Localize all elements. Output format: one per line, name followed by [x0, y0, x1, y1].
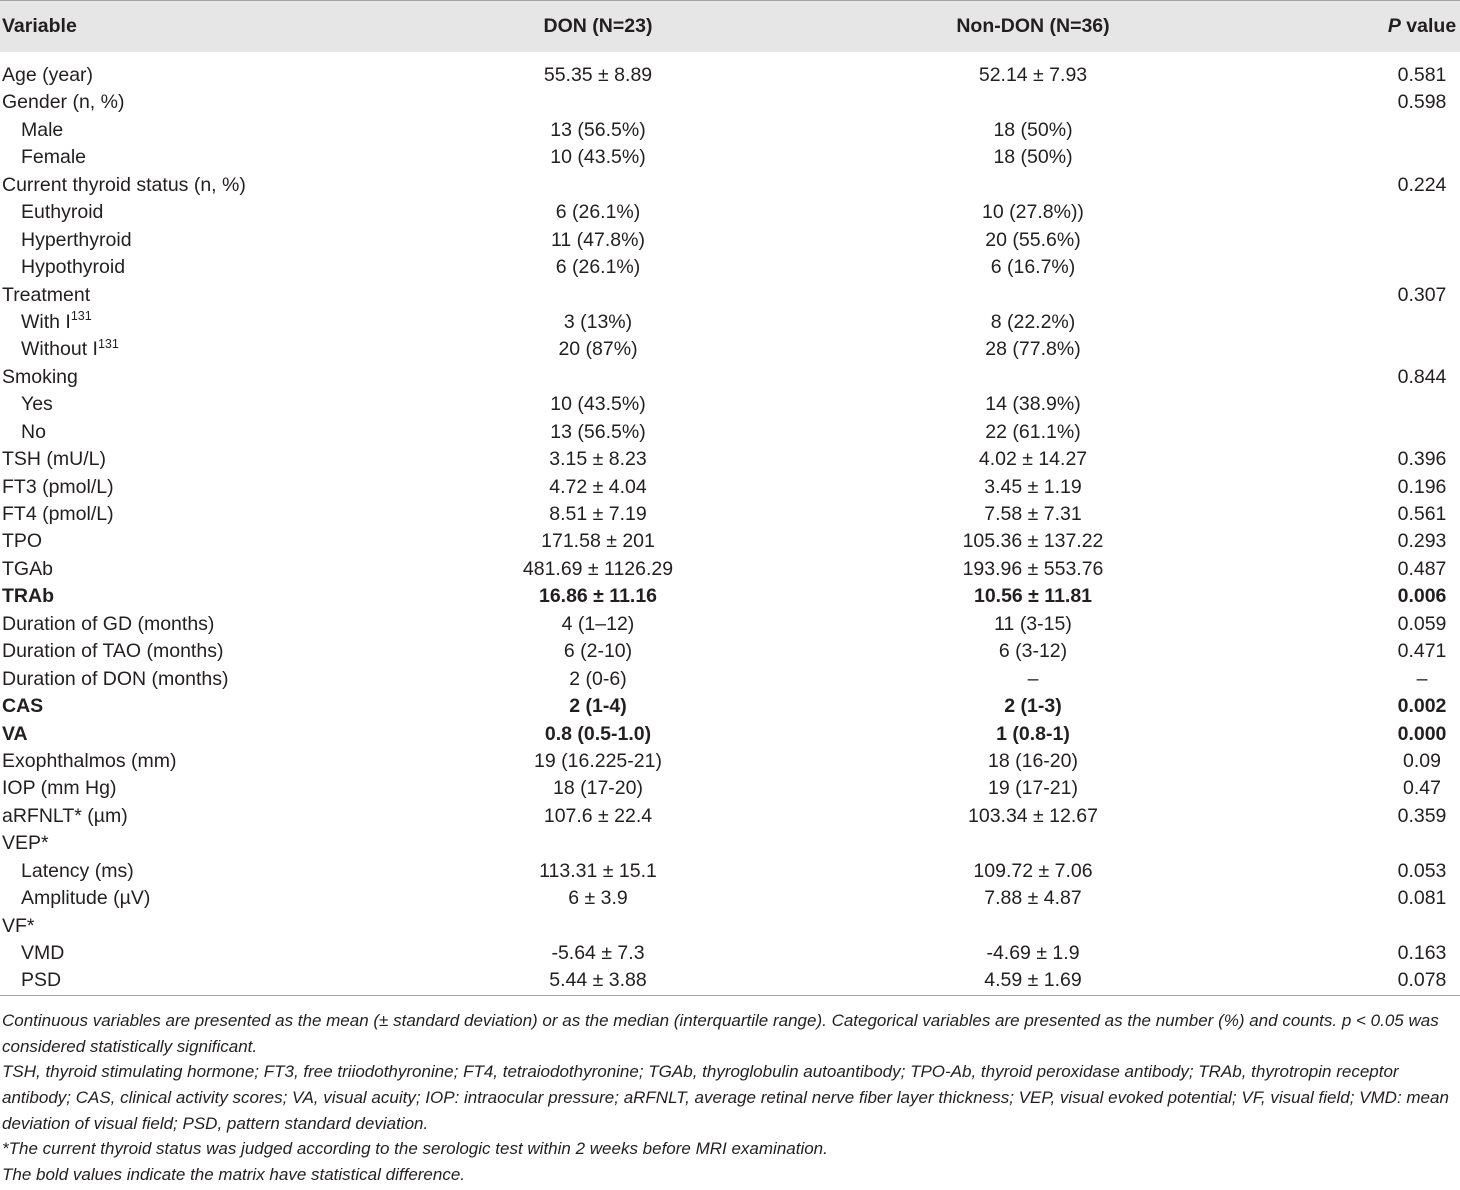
table-subrow-with-i131	[0, 309, 1460, 336]
don-value-cell: 113.31 ± 15.1	[539, 859, 657, 882]
p-value-cell: 0.471	[1397, 640, 1447, 663]
non-don-value-cell: 18 (50%)	[993, 118, 1073, 141]
variable-cell	[0, 336, 488, 363]
variable-label: Gender (n, %)	[2, 91, 125, 114]
table-subrow-yes	[0, 391, 1460, 418]
variable-label: Duration of GD (months)	[2, 612, 215, 635]
p-value-cell: 0.078	[1397, 969, 1447, 992]
table-body	[0, 62, 1460, 996]
variable-label: VEP*	[2, 832, 49, 855]
variable-label: Without I	[21, 338, 98, 361]
don-value-cell: 2 (0-6)	[569, 667, 627, 690]
non-don-value-cell: -4.69 ± 1.9	[986, 942, 1080, 964]
table-subrow-vmd	[0, 940, 1460, 967]
variable-label: Hyperthyroid	[21, 228, 132, 251]
don-value-cell: 3 (13%)	[563, 310, 633, 333]
p-value-cell: –	[1416, 667, 1428, 690]
don-value-cell: 6 ± 3.9	[568, 887, 628, 910]
non-don-value-cell: 105.36 ± 137.22	[962, 530, 1104, 553]
non-don-value-cell: 18 (16-20)	[988, 749, 1078, 772]
table-row-current-thyroid-status-n	[0, 172, 1460, 199]
non-don-value-cell: –	[1027, 667, 1039, 690]
don-value-cell: 4.72 ± 4.04	[549, 475, 647, 498]
non-don-value-cell: 109.72 ± 7.06	[973, 859, 1093, 882]
table-subrow-latency-ms	[0, 858, 1460, 885]
header-variable: Variable	[2, 15, 77, 37]
p-value-cell: 0.196	[1397, 475, 1447, 498]
variable-label: Treatment	[2, 283, 91, 306]
header-p-symbol: P	[1387, 15, 1401, 37]
don-value-cell: 19 (16.225-21)	[534, 749, 662, 772]
variable-label: PSD	[21, 969, 62, 992]
variable-label: Current thyroid status (n, %)	[2, 173, 246, 196]
variable-cell	[0, 967, 488, 994]
variable-cell	[0, 474, 488, 501]
p-value-cell: 0.359	[1397, 804, 1447, 827]
table-row-duration-of-gd-months	[0, 611, 1460, 638]
non-don-value-cell: 14 (38.9%)	[985, 393, 1081, 416]
p-value-cell: 0.000	[1397, 722, 1447, 745]
table-subrow-female	[0, 144, 1460, 171]
p-value-cell: 0.561	[1397, 503, 1447, 525]
p-value-cell: 0.081	[1397, 887, 1447, 910]
variable-cell	[0, 62, 488, 89]
p-value-cell: 0.163	[1397, 942, 1447, 964]
footnote: *The current thyroid status was judged according to the serologic test within 2 weeks before MRI examination.	[2, 1139, 828, 1159]
variable-cell	[0, 309, 488, 336]
footnote: Continuous variables are presented as the mean (± standard deviation) or as the median (interquartile range). Categorical variables are presented as the number (%) and counts. p < 0.05 was considered statistically significant.	[2, 1010, 1439, 1056]
variable-label: No	[21, 420, 46, 443]
variable-cell	[0, 254, 488, 281]
variable-label: With I	[21, 310, 71, 333]
variable-label: Duration of DON (months)	[2, 667, 229, 690]
don-value-cell: 10 (43.5%)	[550, 393, 646, 416]
table-row-iop-mm-hg	[0, 775, 1460, 802]
don-value-cell: 13 (56.5%)	[550, 118, 646, 141]
p-value-cell: 0.844	[1397, 365, 1447, 388]
don-value-cell: -5.64 ± 7.3	[551, 942, 645, 964]
non-don-value-cell: 103.34 ± 12.67	[968, 804, 1098, 827]
non-don-value-cell: 1 (0.8-1)	[996, 722, 1070, 745]
non-don-value-cell: 10 (27.8%))	[982, 201, 1084, 224]
variable-label: VA	[2, 722, 28, 745]
table-row-smoking	[0, 364, 1460, 391]
table-row-cas	[0, 693, 1460, 720]
variable-label: aRFNLT* (µm)	[2, 804, 128, 827]
p-value-cell: 0.293	[1397, 530, 1447, 553]
non-don-value-cell: 4.02 ± 14.27	[978, 448, 1088, 471]
variable-label: Exophthalmos (mm)	[2, 749, 177, 772]
non-don-value-cell: 4.59 ± 1.69	[984, 969, 1082, 992]
variable-superscript: 131	[70, 309, 92, 324]
variable-label: Amplitude (µV)	[21, 887, 151, 910]
variable-label: TSH (mU/L)	[2, 448, 106, 471]
p-value-cell: 0.053	[1397, 859, 1447, 882]
table-row-duration-of-don-months	[0, 666, 1460, 693]
non-don-value-cell: 10.56 ± 11.81	[973, 585, 1093, 608]
variable-label: Yes	[21, 393, 53, 416]
p-value-cell: 0.059	[1397, 612, 1447, 635]
variable-label: Euthyroid	[21, 201, 104, 224]
variable-cell	[0, 446, 488, 473]
p-value-cell: 0.396	[1397, 448, 1447, 471]
variable-cell	[0, 803, 488, 830]
non-don-value-cell: 18 (50%)	[993, 146, 1073, 169]
variable-cell	[0, 775, 488, 802]
variable-label: TRAb	[2, 585, 54, 608]
variable-cell	[0, 940, 488, 967]
table-subrow-no	[0, 419, 1460, 446]
table-row-vf	[0, 913, 1460, 940]
table-row-exophthalmos-mm	[0, 748, 1460, 775]
don-value-cell: 13 (56.5%)	[550, 420, 646, 443]
variable-cell	[0, 419, 488, 446]
don-value-cell: 6 (2-10)	[563, 640, 633, 663]
table-row-duration-of-tao-months	[0, 638, 1460, 665]
don-value-cell: 107.6 ± 22.4	[543, 804, 653, 827]
variable-label: FT3 (pmol/L)	[2, 475, 114, 498]
variable-label: Latency (ms)	[21, 859, 134, 882]
non-don-value-cell: 6 (16.7%)	[990, 256, 1076, 279]
variable-cell	[0, 666, 488, 693]
don-value-cell: 5.44 ± 3.88	[549, 969, 647, 992]
variable-cell	[0, 501, 488, 528]
p-value-cell: 0.307	[1397, 283, 1447, 306]
variable-label: FT4 (pmol/L)	[2, 503, 114, 525]
don-value-cell: 11 (47.8%)	[551, 228, 645, 251]
non-don-value-cell: 11 (3-15)	[994, 612, 1072, 635]
p-value-cell: 0.006	[1397, 585, 1447, 608]
p-value-cell: 0.581	[1397, 64, 1447, 86]
table-row-vep	[0, 830, 1460, 857]
non-don-value-cell: 2 (1-3)	[1004, 695, 1062, 718]
variable-label: Smoking	[2, 365, 78, 388]
variable-cell	[0, 391, 488, 418]
variable-cell	[0, 858, 488, 885]
non-don-value-cell: 3.45 ± 1.19	[984, 475, 1082, 498]
variable-cell	[0, 172, 488, 199]
table-subrow-psd	[0, 967, 1460, 994]
don-value-cell: 16.86 ± 11.16	[538, 585, 658, 608]
variable-label: CAS	[2, 695, 44, 718]
table-footnotes	[0, 996, 1460, 1188]
don-value-cell: 20 (87%)	[558, 338, 638, 361]
variable-label: VF*	[2, 914, 35, 937]
table-subrow-without-i131	[0, 336, 1460, 363]
footnote: The bold values indicate the matrix have statistical difference.	[2, 1165, 466, 1185]
don-value-cell: 8.51 ± 7.19	[549, 503, 647, 525]
variable-cell	[0, 227, 488, 254]
variable-superscript: 131	[97, 336, 119, 351]
don-value-cell: 171.58 ± 201	[541, 530, 655, 553]
non-don-value-cell: 52.14 ± 7.93	[978, 64, 1088, 86]
table-subrow-hyperthyroid	[0, 227, 1460, 254]
header-non-don: Non-DON (N=36)	[956, 15, 1110, 37]
variable-cell	[0, 556, 488, 583]
variable-cell	[0, 748, 488, 775]
table-row-tsh-mu-l	[0, 446, 1460, 473]
don-value-cell: 0.8 (0.5-1.0)	[544, 722, 652, 745]
table-row-tpo	[0, 528, 1460, 555]
p-value-cell: 0.598	[1397, 91, 1447, 114]
don-value-cell: 2 (1-4)	[569, 695, 627, 718]
don-value-cell: 18 (17-20)	[553, 777, 643, 800]
don-value-cell: 3.15 ± 8.23	[549, 448, 647, 471]
variable-label: Female	[21, 146, 87, 169]
table-row-ft4-pmol-l	[0, 501, 1460, 528]
non-don-value-cell: 7.58 ± 7.31	[984, 503, 1082, 525]
variable-label: IOP (mm Hg)	[2, 777, 117, 800]
variable-cell	[0, 528, 488, 555]
non-don-value-cell: 28 (77.8%)	[985, 338, 1081, 361]
variable-cell	[0, 885, 488, 912]
variable-cell	[0, 638, 488, 665]
table-row-arfnlt-m	[0, 803, 1460, 830]
header-don: DON (N=23)	[543, 15, 653, 37]
p-value-cell: 0.487	[1397, 557, 1447, 580]
header-p-value	[1384, 15, 1460, 38]
table-row-va	[0, 721, 1460, 748]
p-value-cell: 0.09	[1403, 749, 1441, 772]
variable-label: TGAb	[2, 557, 53, 580]
variable-cell	[0, 830, 488, 857]
p-value-cell: 0.224	[1397, 173, 1447, 196]
variable-cell	[0, 913, 488, 940]
variable-cell	[0, 611, 488, 638]
variable-label: VMD	[21, 942, 65, 964]
variable-cell	[0, 144, 488, 171]
don-value-cell: 4 (1–12)	[561, 612, 635, 635]
non-don-value-cell: 8 (22.2%)	[990, 310, 1076, 333]
variable-label: Hypothyroid	[21, 256, 126, 279]
variable-cell	[0, 583, 488, 610]
variable-cell	[0, 282, 488, 309]
variable-cell	[0, 364, 488, 391]
don-value-cell: 6 (26.1%)	[555, 256, 641, 279]
table-subrow-amplitude-v	[0, 885, 1460, 912]
variable-cell	[0, 117, 488, 144]
header-p-word: value	[1406, 15, 1457, 37]
variable-cell	[0, 89, 488, 116]
table-row-treatment	[0, 282, 1460, 309]
table-subrow-male	[0, 117, 1460, 144]
table-row-tgab	[0, 556, 1460, 583]
variable-cell	[0, 199, 488, 226]
variable-label: Male	[21, 118, 64, 141]
non-don-value-cell: 19 (17-21)	[988, 777, 1078, 800]
non-don-value-cell: 7.88 ± 4.87	[984, 887, 1082, 910]
non-don-value-cell: 20 (55.6%)	[985, 228, 1081, 251]
non-don-value-cell: 6 (3-12)	[998, 640, 1068, 663]
non-don-value-cell: 193.96 ± 553.76	[962, 557, 1104, 580]
variable-label: Duration of TAO (months)	[2, 640, 224, 663]
don-value-cell: 55.35 ± 8.89	[543, 64, 653, 86]
table-row-gender-n	[0, 89, 1460, 116]
don-value-cell: 481.69 ± 1126.29	[522, 557, 674, 580]
table-subrow-hypothyroid	[0, 254, 1460, 281]
variable-label: Age (year)	[2, 64, 94, 86]
table-row-age-year	[0, 62, 1460, 89]
don-value-cell: 6 (26.1%)	[555, 201, 641, 224]
p-value-cell: 0.47	[1403, 777, 1441, 800]
table-subrow-euthyroid	[0, 199, 1460, 226]
variable-cell	[0, 721, 488, 748]
footnote: TSH, thyroid stimulating hormone; FT3, free triiodothyronine; FT4, tetraiodothyronine; TGAb, thyroglobulin autoantibody; TPO-Ab, thyroid peroxidase antibody; TRAb, thyrotropin receptor antibody; CAS, clinical activity scores; VA, visual acuity; IOP: intraocular pressure; aRFNLT, average retinal nerve fiber layer thickness; VEP, visual evoked potential; VF, visual field; VMD: mean deviation of visual field; PSD, pattern standard deviation.	[2, 1062, 1449, 1133]
variable-label: TPO	[2, 530, 43, 553]
variable-cell	[0, 693, 488, 720]
table-row-trab	[0, 583, 1460, 610]
don-value-cell: 10 (43.5%)	[550, 146, 646, 169]
non-don-value-cell: 22 (61.1%)	[985, 420, 1081, 443]
table-header	[0, 0, 1460, 52]
p-value-cell: 0.002	[1397, 695, 1447, 718]
table-row-ft3-pmol-l	[0, 474, 1460, 501]
